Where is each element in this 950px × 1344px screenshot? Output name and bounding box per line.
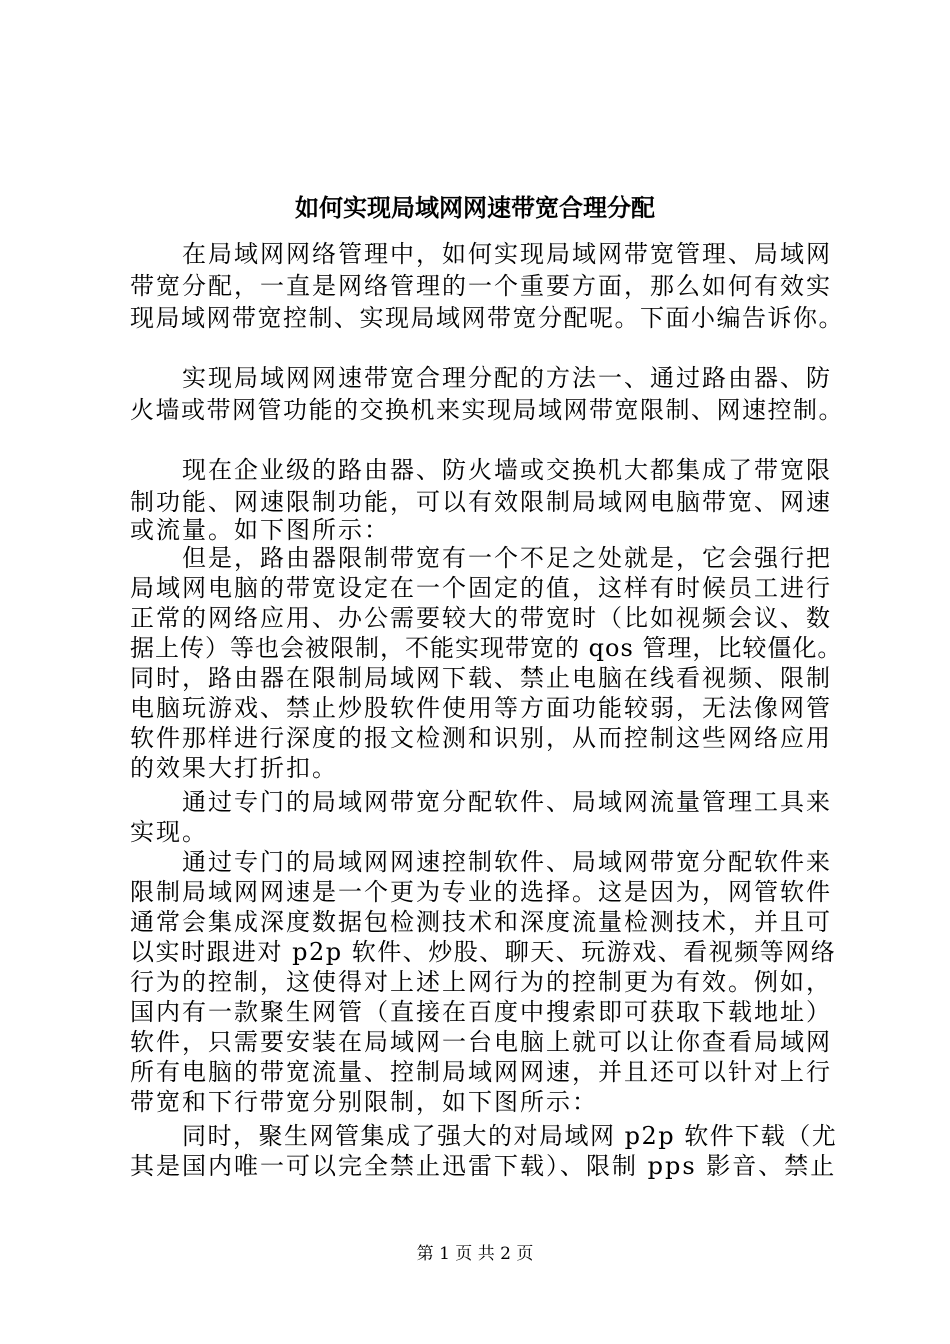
paragraph-4-line-6: 电脑玩游戏、禁止炒股软件使用等方面功能较弱，无法像网管 bbox=[130, 694, 832, 722]
paragraph-7-line-2: 其是国内唯一可以完全禁止迅雷下载）、限制 pps 影音、禁止 bbox=[130, 1152, 837, 1180]
paragraph-6-line-8: 所有电脑的带宽流量、控制局域网网速，并且还可以针对上行 bbox=[130, 1058, 832, 1086]
paragraph-4-line-7: 软件那样进行深度的报文检测和识别，从而控制这些网络应用 bbox=[130, 724, 832, 752]
document-title: 如何实现局域网网速带宽合理分配 bbox=[295, 193, 655, 222]
paragraph-2-line-2: 火墙或带网管功能的交换机来实现局域网带宽限制、网速控制。 bbox=[130, 396, 844, 424]
paragraph-3-line-2: 制功能、网速限制功能，可以有效限制局域网电脑带宽、网速 bbox=[130, 488, 832, 516]
paragraph-4-line-8: 的效果大打折扣。 bbox=[130, 754, 338, 782]
paragraph-6-line-1: 通过专门的局域网网速控制软件、局域网带宽分配软件来 bbox=[182, 848, 832, 876]
paragraph-4-line-5: 同时，路由器在限制局域网下载、禁止电脑在线看视频、限制 bbox=[130, 664, 832, 692]
paragraph-6-line-9: 带宽和下行带宽分别限制，如下图所示： bbox=[130, 1088, 598, 1116]
paragraph-1-line-1: 在局域网网络管理中，如何实现局域网带宽管理、局域网 bbox=[182, 240, 832, 268]
paragraph-6-line-6: 国内有一款聚生网管（直接在百度中搜索即可获取下载地址） bbox=[130, 998, 832, 1026]
paragraph-2-line-1: 实现局域网网速带宽合理分配的方法一、通过路由器、防 bbox=[182, 364, 832, 392]
paragraph-6-line-3: 通常会集成深度数据包检测技术和深度流量检测技术，并且可 bbox=[130, 908, 832, 936]
paragraph-7-line-1: 同时，聚生网管集成了强大的对局域网 p2p 软件下载（尤 bbox=[182, 1122, 838, 1150]
paragraph-6-line-7: 软件，只需要安装在局域网一台电脑上就可以让你查看局域网 bbox=[130, 1028, 832, 1056]
page-footer: 第 1 页 共 2 页 bbox=[416, 1244, 534, 1264]
paragraph-4-line-4: 据上传）等也会被限制，不能实现带宽的 qos 管理，比较僵化。 bbox=[130, 634, 843, 662]
paragraph-1-line-2: 带宽分配，一直是网络管理的一个重要方面，那么如何有效实 bbox=[130, 272, 832, 300]
paragraph-4-line-3: 正常的网络应用、办公需要较大的带宽时（比如视频会议、数 bbox=[130, 604, 832, 632]
paragraph-3-line-3: 或流量。如下图所示： bbox=[130, 516, 390, 544]
paragraph-4-line-1: 但是，路由器限制带宽有一个不足之处就是，它会强行把 bbox=[182, 544, 832, 572]
paragraph-6-line-4: 以实时跟进对 p2p 软件、炒股、聊天、玩游戏、看视频等网络 bbox=[130, 938, 837, 966]
paragraph-6-line-2: 限制局域网网速是一个更为专业的选择。这是因为，网管软件 bbox=[130, 878, 832, 906]
paragraph-4-line-2: 局域网电脑的带宽设定在一个固定的值，这样有时候员工进行 bbox=[130, 574, 832, 602]
paragraph-3-line-1: 现在企业级的路由器、防火墙或交换机大都集成了带宽限 bbox=[182, 456, 832, 484]
paragraph-5-line-1: 通过专门的局域网带宽分配软件、局域网流量管理工具来 bbox=[182, 788, 832, 816]
paragraph-6-line-5: 行为的控制，这使得对上述上网行为的控制更为有效。例如， bbox=[130, 968, 832, 996]
paragraph-5-line-2: 实现。 bbox=[130, 818, 208, 846]
paragraph-1-line-3: 现局域网带宽控制、实现局域网带宽分配呢。下面小编告诉你。 bbox=[130, 304, 844, 332]
